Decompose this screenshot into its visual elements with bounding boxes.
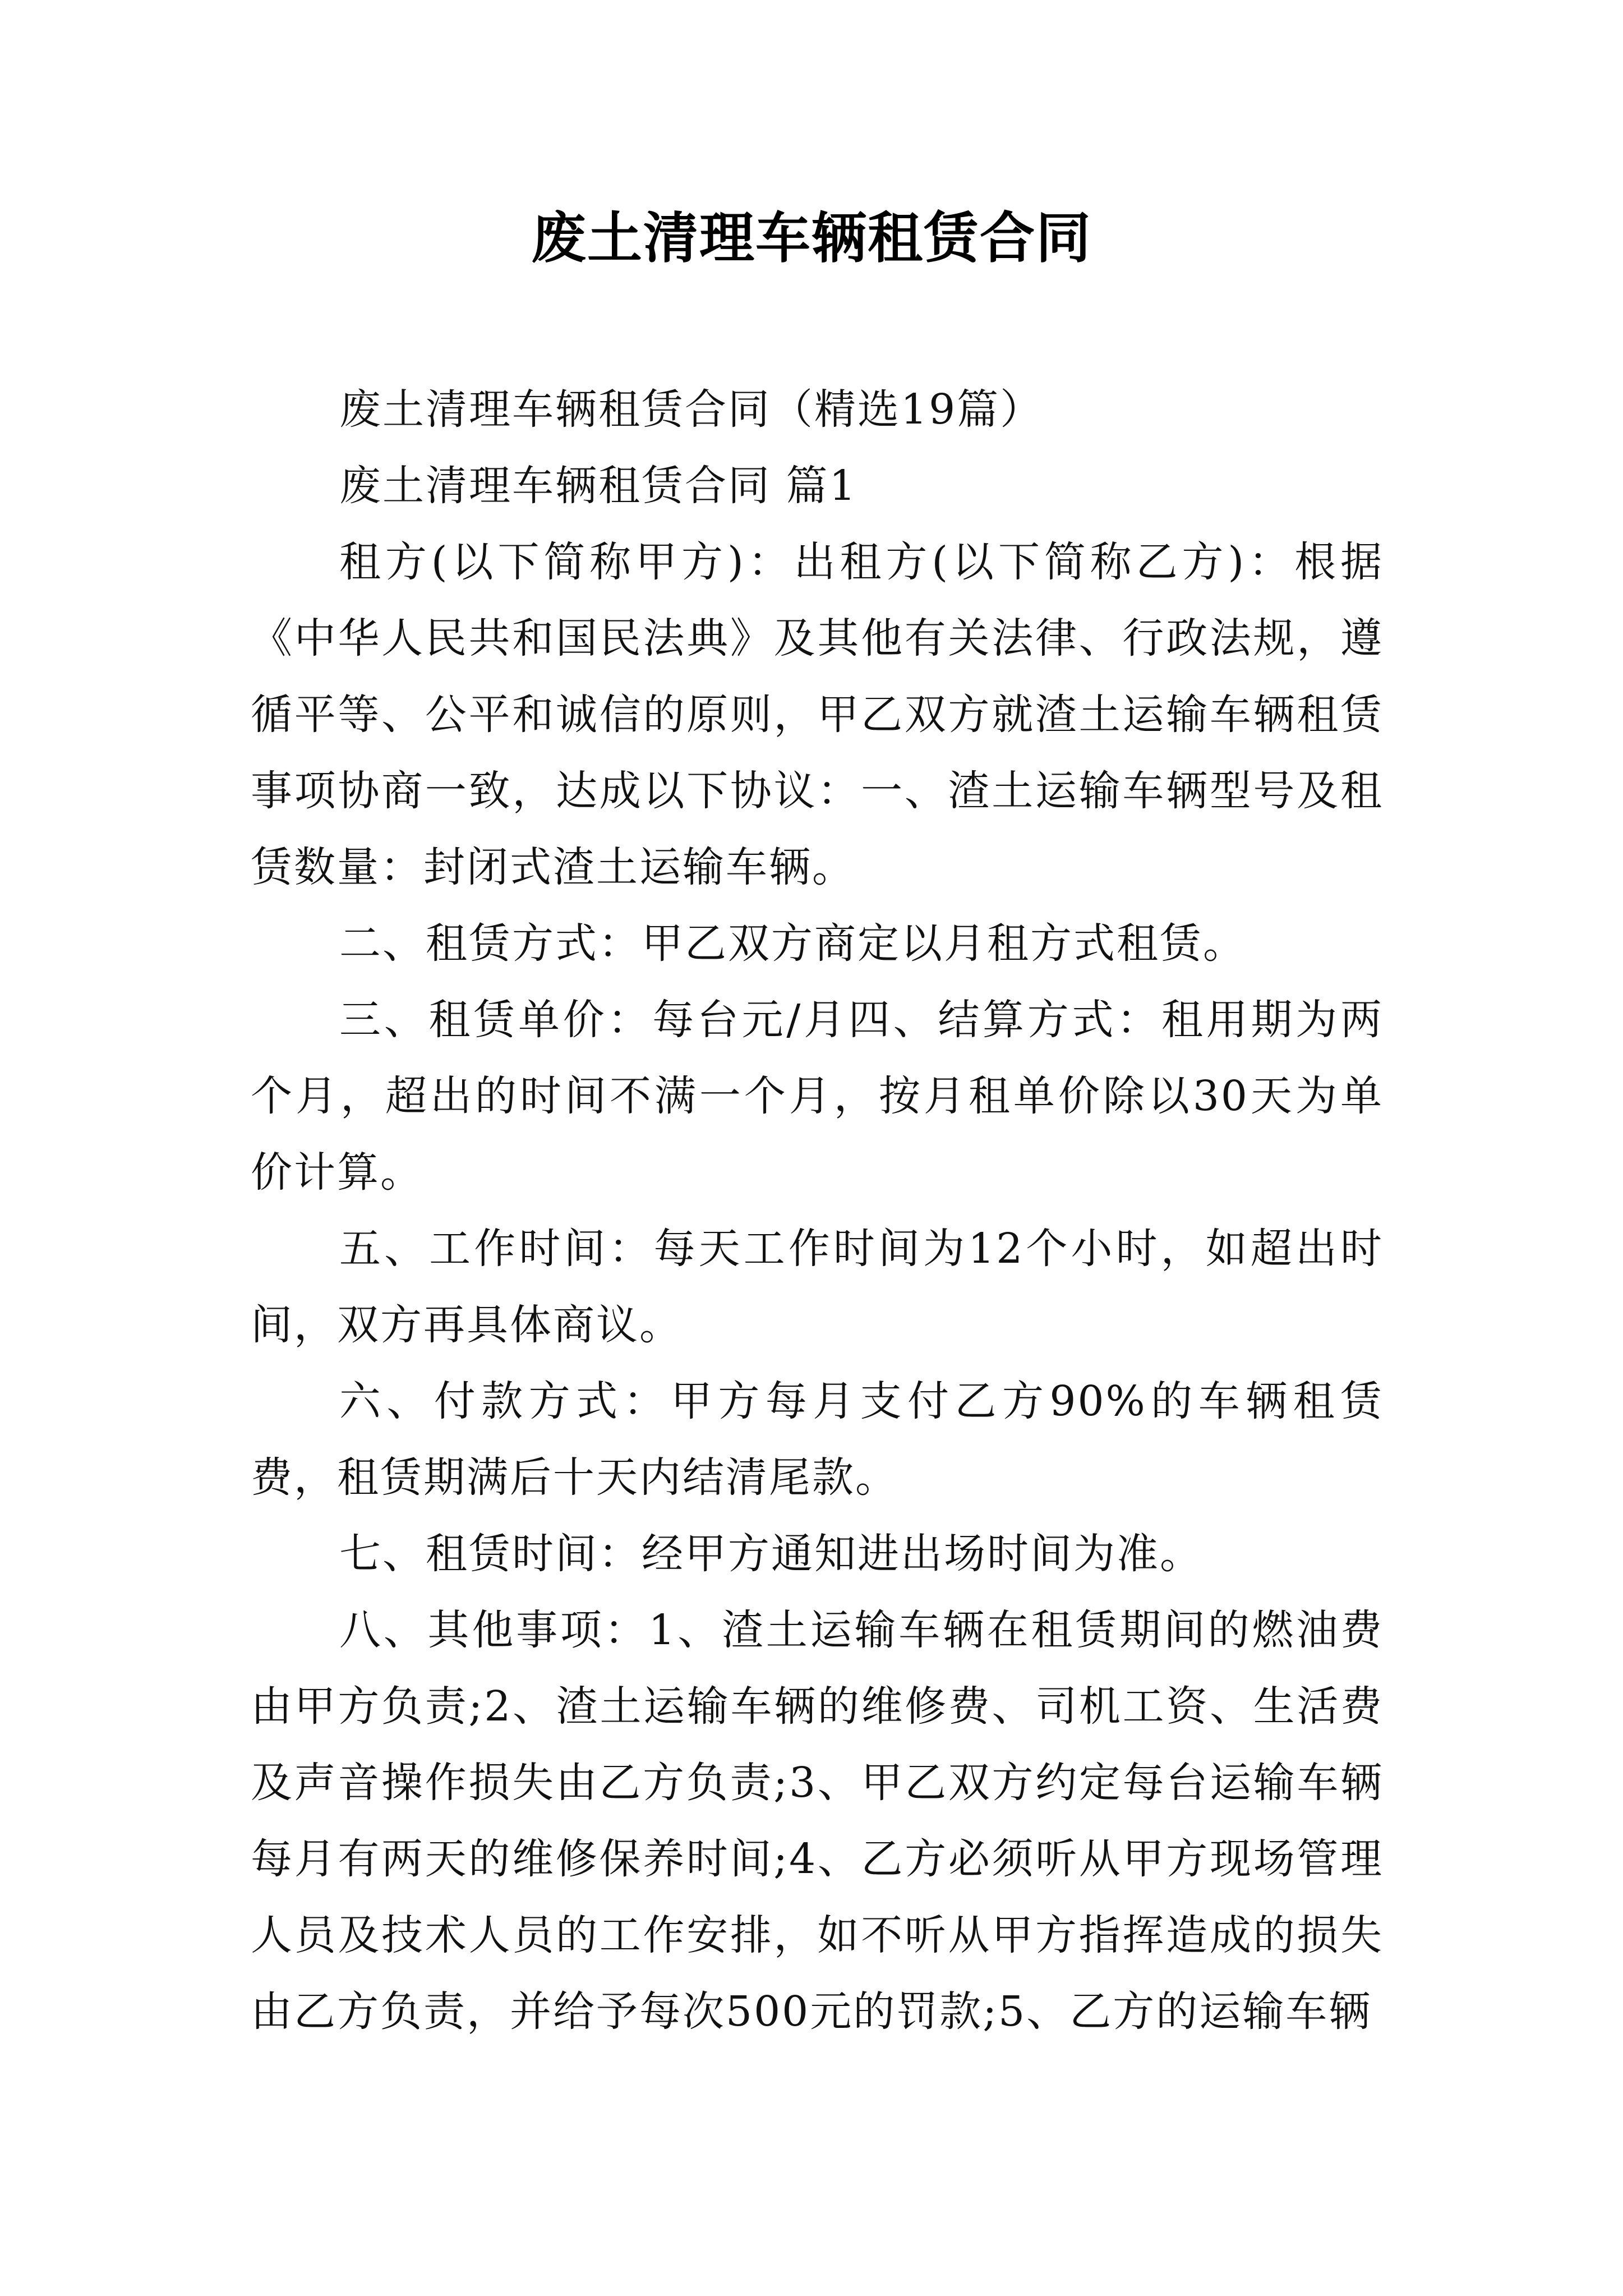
- document-body: [251, 371, 1384, 2050]
- paragraph-lease-time: 七、租赁时间：经甲方通知进出场时间为准。: [339, 1530, 1203, 1578]
- paragraph-unit-price: 三、租赁单价：每台元/月四、结算方式：租用期为两个月，超出的时间不满一个月，按月租单价除以30天为单价计算。: [251, 996, 1384, 1197]
- paragraph-payment: 六、付款方式：甲方每月支付乙方90%的车辆租赁费，租赁期满后十天内结清尾款。: [251, 1377, 1384, 1502]
- paragraph-lease-method: 二、租赁方式：甲乙双方商定以月租方式租赁。: [339, 919, 1246, 968]
- document-title: 废土清理车辆租赁合同: [531, 206, 1092, 270]
- paragraph-preamble: 租方(以下简称甲方)：出租方(以下简称乙方)：根据《中华人民共和国民法典》及其他有关法律、行政法规，遵循平等、公平和诚信的原则，甲乙双方就渣土运输车辆租赁事项协商一致，达成以下协议：一、渣土运输车辆型号及租赁数量：封闭式渣土运输车辆。: [251, 538, 1384, 891]
- paragraph-other-matters: 八、其他事项：1、渣土运输车辆在租赁期间的燃油费由甲方负责;2、渣土运输车辆的维修费、司机工资、生活费及声音操作损失由乙方负责;3、甲乙双方约定每台运输车辆每月有两天的维修保养时间;4、乙方必须听从甲方现场管理人员及技术人员的工作安排，如不听从甲方指挥造成的损失由乙方负责，并给予每次500元的罚款;5、乙方的运输车辆: [251, 1606, 1384, 2036]
- paragraph-section-heading: 废土清理车辆租赁合同 篇1: [339, 462, 857, 510]
- paragraph-collection-title: 废土清理车辆租赁合同（精选19篇）: [339, 385, 1044, 434]
- paragraph-working-hours: 五、工作时间：每天工作时间为12个小时，如超出时间，双方再具体商议。: [251, 1225, 1384, 1349]
